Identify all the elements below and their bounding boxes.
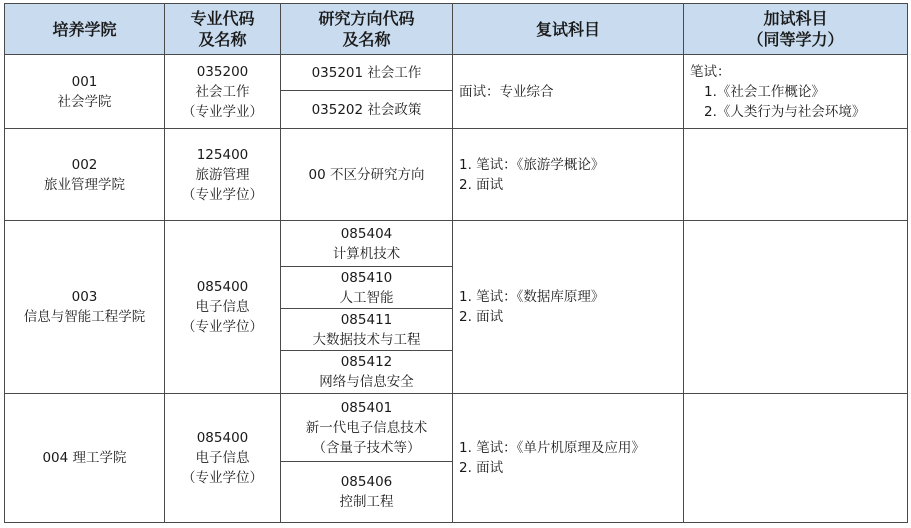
college-cell: 003 信息与智能工程学院 (5, 221, 165, 394)
direction-cell: 085406 控制工程 (281, 462, 453, 523)
extra-cell (684, 394, 908, 523)
extra-cell (684, 129, 908, 221)
table-row (5, 394, 908, 462)
major-cell: 125400 旅游管理 （专业学位） (165, 129, 281, 221)
retest-cell: 1. 笔试：《旅游学概论》 2. 面试 (453, 129, 684, 221)
table-row (5, 55, 908, 91)
program-table-container (4, 3, 907, 525)
college-cell: 002 旅业管理学院 (5, 129, 165, 221)
direction-cell: 085411 大数据技术与工程 (281, 309, 453, 351)
extra-cell (684, 221, 908, 394)
retest-cell: 1. 笔试：《数据库原理》 2. 面试 (453, 221, 684, 394)
header-retest: 复试科目 (453, 4, 684, 55)
header-college: 培养学院 (5, 4, 165, 55)
major-cell: 085400 电子信息 （专业学位） (165, 394, 281, 523)
direction-cell: 085401 新一代电子信息技术 （含量子技术等） (281, 394, 453, 462)
retest-cell: 面试：专业综合 (453, 55, 684, 129)
table-row (5, 129, 908, 221)
header-extra: 加试科目 （同等学力） (684, 4, 908, 55)
direction-cell: 00 不区分研究方向 (281, 129, 453, 221)
direction-cell: 035202 社会政策 (281, 91, 453, 129)
direction-cell: 085404 计算机技术 (281, 221, 453, 267)
program-table (4, 3, 908, 523)
header-direction: 研究方向代码 及名称 (281, 4, 453, 55)
table-row (5, 221, 908, 267)
major-cell: 035200 社会工作 （专业学业） (165, 55, 281, 129)
college-cell: 001 社会学院 (5, 55, 165, 129)
direction-cell: 035201 社会工作 (281, 55, 453, 91)
major-cell: 085400 电子信息 （专业学位） (165, 221, 281, 394)
college-cell: 004 理工学院 (5, 394, 165, 523)
header-major: 专业代码 及名称 (165, 4, 281, 55)
header-row (5, 4, 908, 55)
direction-cell: 085410 人工智能 (281, 267, 453, 309)
direction-cell: 085412 网络与信息安全 (281, 351, 453, 394)
extra-cell: 笔试： 1.《社会工作概论》 2.《人类行为与社会环境》 (684, 55, 908, 129)
retest-cell: 1. 笔试：《单片机原理及应用》 2. 面试 (453, 394, 684, 523)
